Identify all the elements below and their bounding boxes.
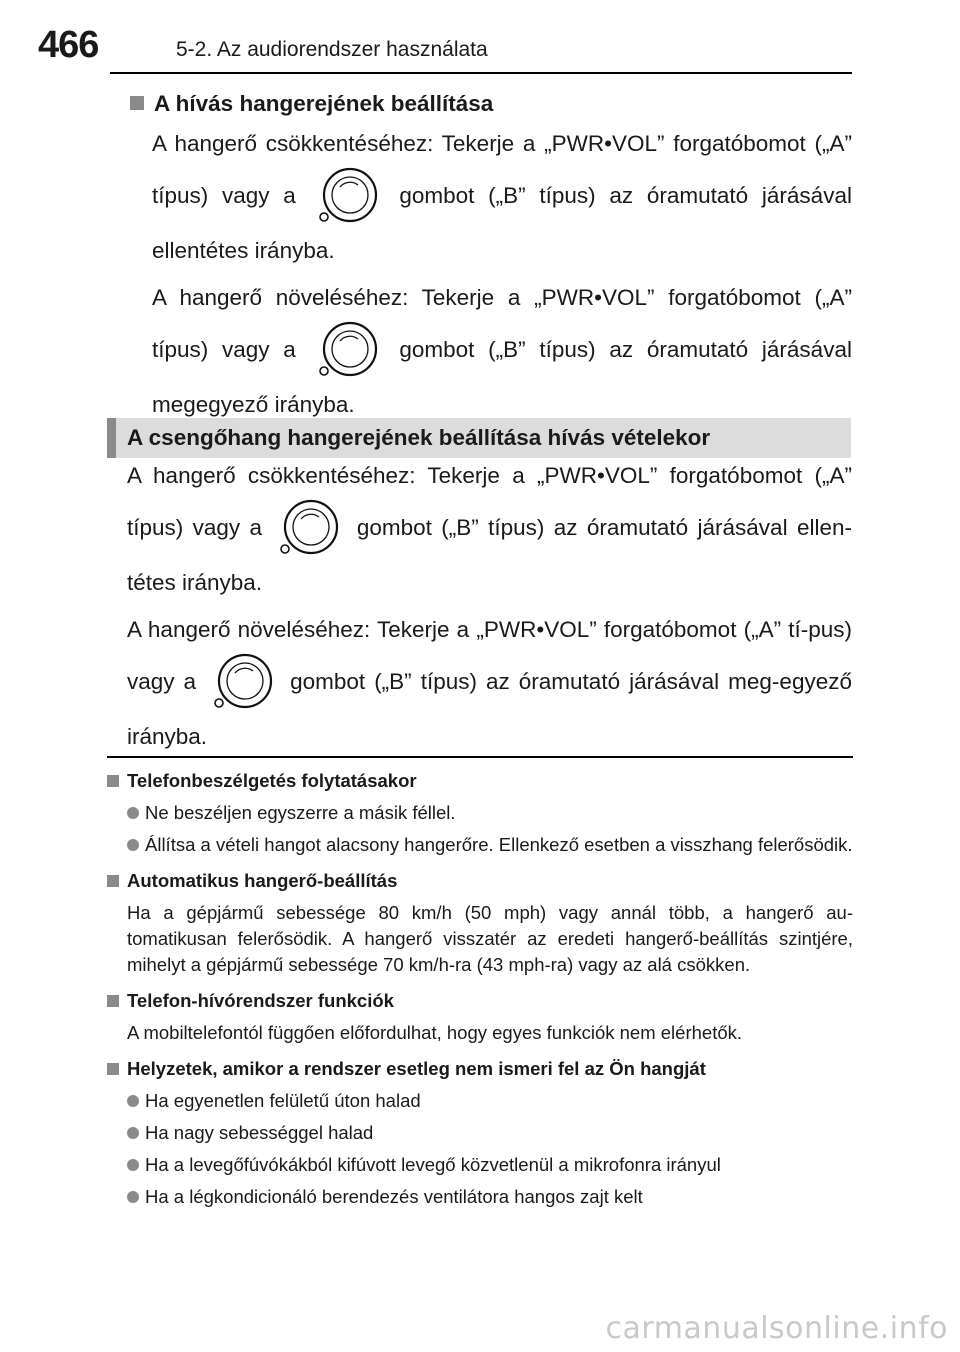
section-title-text: A hívás hangerejének beállítása [154, 91, 494, 116]
decrease-instruction [127, 452, 852, 606]
round-bullet-icon [127, 1095, 139, 1107]
list-item-text: Ha nagy sebességgel halad [145, 1122, 374, 1143]
round-bullet-icon [127, 807, 139, 819]
section-call-volume [130, 88, 852, 428]
list-item [107, 832, 853, 858]
increase-text-after: gombot („B” típus) az óramutató járásával meg-egyező irányba. [127, 668, 852, 749]
note-title [107, 766, 853, 796]
list-item [107, 1152, 853, 1178]
decrease-text-before: A hangerő csökkentéséhez: Tekerje a „PWR•VOL” forgatóbomot („A” típus) vagy a [152, 131, 852, 208]
notes [107, 766, 853, 1218]
section-heading: A csengőhang hangerejének beállítása hívás vételekor [127, 425, 711, 450]
volume-knob-icon [213, 653, 273, 713]
decrease-text-after: gombot („B” típus) az óramutató járásával ellentétes irányba. [152, 182, 852, 263]
decrease-text-before: A hangerő csökkentéséhez: Tekerje a „PWR•VOL” forgatóbomot („A” típus) vagy a [127, 463, 852, 540]
list-item-text: Állítsa a vételi hangot alacsony hangerőre. Ellenkező esetben a visszhang felerősödik. [145, 834, 853, 855]
note-title [107, 986, 853, 1016]
list-item-text: Ha a levegőfúvókákból kifúvott levegő közvetlenül a mikrofonra irányul [145, 1154, 721, 1175]
round-bullet-icon [127, 1127, 139, 1139]
list-item [107, 1184, 853, 1210]
increase-instruction [127, 606, 852, 760]
increase-text-before: A hangerő növeléséhez: Tekerje a „PWR•VOL” forgatóbomot („A” típus) vagy a [152, 285, 852, 362]
note-text: Ha a gépjármű sebessége 80 km/h (50 mph) vagy annál több, a hangerő au-tomatikusan felerősödik. A hangerő visszatér az eredeti hangerő-beállítás szintjére, mihelyt a gépjármű sebessége 70 km/h-ra (43 mph-ra) vagy az alá csökken. [127, 902, 853, 975]
square-bullet-icon [107, 775, 119, 787]
page-header: 5-2. Az audiorendszer használata [176, 38, 488, 61]
list-item-text: Ne beszéljen egyszerre a másik féllel. [145, 802, 456, 823]
square-bullet-icon [107, 995, 119, 1007]
decrease-text-after: gombot („B” típus) az óramutató járásával ellen-tétes irányba. [127, 514, 852, 595]
list-item [107, 800, 853, 826]
increase-text-after: gombot („B” típus) az óramutató járásával megegyező irányba. [152, 336, 852, 417]
header-rule [110, 72, 852, 74]
volume-knob-icon [318, 167, 378, 227]
note-title-text: Telefon-hívórendszer funkciók [127, 990, 394, 1011]
section-title [130, 88, 852, 120]
list-item-text: Ha a légkondicionáló berendezés ventilátora hangos zajt kelt [145, 1186, 643, 1207]
list-item-text: Ha egyenetlen felületű úton halad [145, 1090, 421, 1111]
note-title-text: Telefonbeszélgetés folytatásakor [127, 770, 417, 791]
note-title [107, 866, 853, 896]
decrease-instruction [152, 120, 852, 274]
note-voice-recognition [107, 1054, 853, 1210]
watermark: carmanualsonline.info [605, 1311, 948, 1346]
list-item [107, 1088, 853, 1114]
note-title-text: Helyzetek, amikor a rendszer esetleg nem ismeri fel az Ön hangját [127, 1058, 706, 1079]
increase-instruction [152, 274, 852, 428]
square-bullet-icon [130, 96, 144, 110]
note-auto-volume [107, 866, 853, 978]
round-bullet-icon [127, 839, 139, 851]
list-item [107, 1120, 853, 1146]
square-bullet-icon [107, 1063, 119, 1075]
note-phone-call [107, 766, 853, 858]
volume-knob-icon [279, 499, 339, 559]
round-bullet-icon [127, 1159, 139, 1171]
section-ringtone-volume [127, 452, 852, 760]
increase-text-before: A hangerő növeléséhez: Tekerje a „PWR•VOL” forgatóbomot („A” tí-pus) vagy a [127, 617, 852, 694]
square-bullet-icon [107, 875, 119, 887]
section-heading-marker [107, 418, 116, 458]
note-title [107, 1054, 853, 1084]
note-title-text: Automatikus hangerő-beállítás [127, 870, 398, 891]
page-number: 466 [38, 24, 99, 66]
note-text: A mobiltelefontól függően előfordulhat, hogy egyes funkciók nem elérhetők. [127, 1022, 743, 1043]
round-bullet-icon [127, 1191, 139, 1203]
volume-knob-icon [318, 321, 378, 381]
note-functions [107, 986, 853, 1046]
notes-divider [107, 756, 853, 758]
